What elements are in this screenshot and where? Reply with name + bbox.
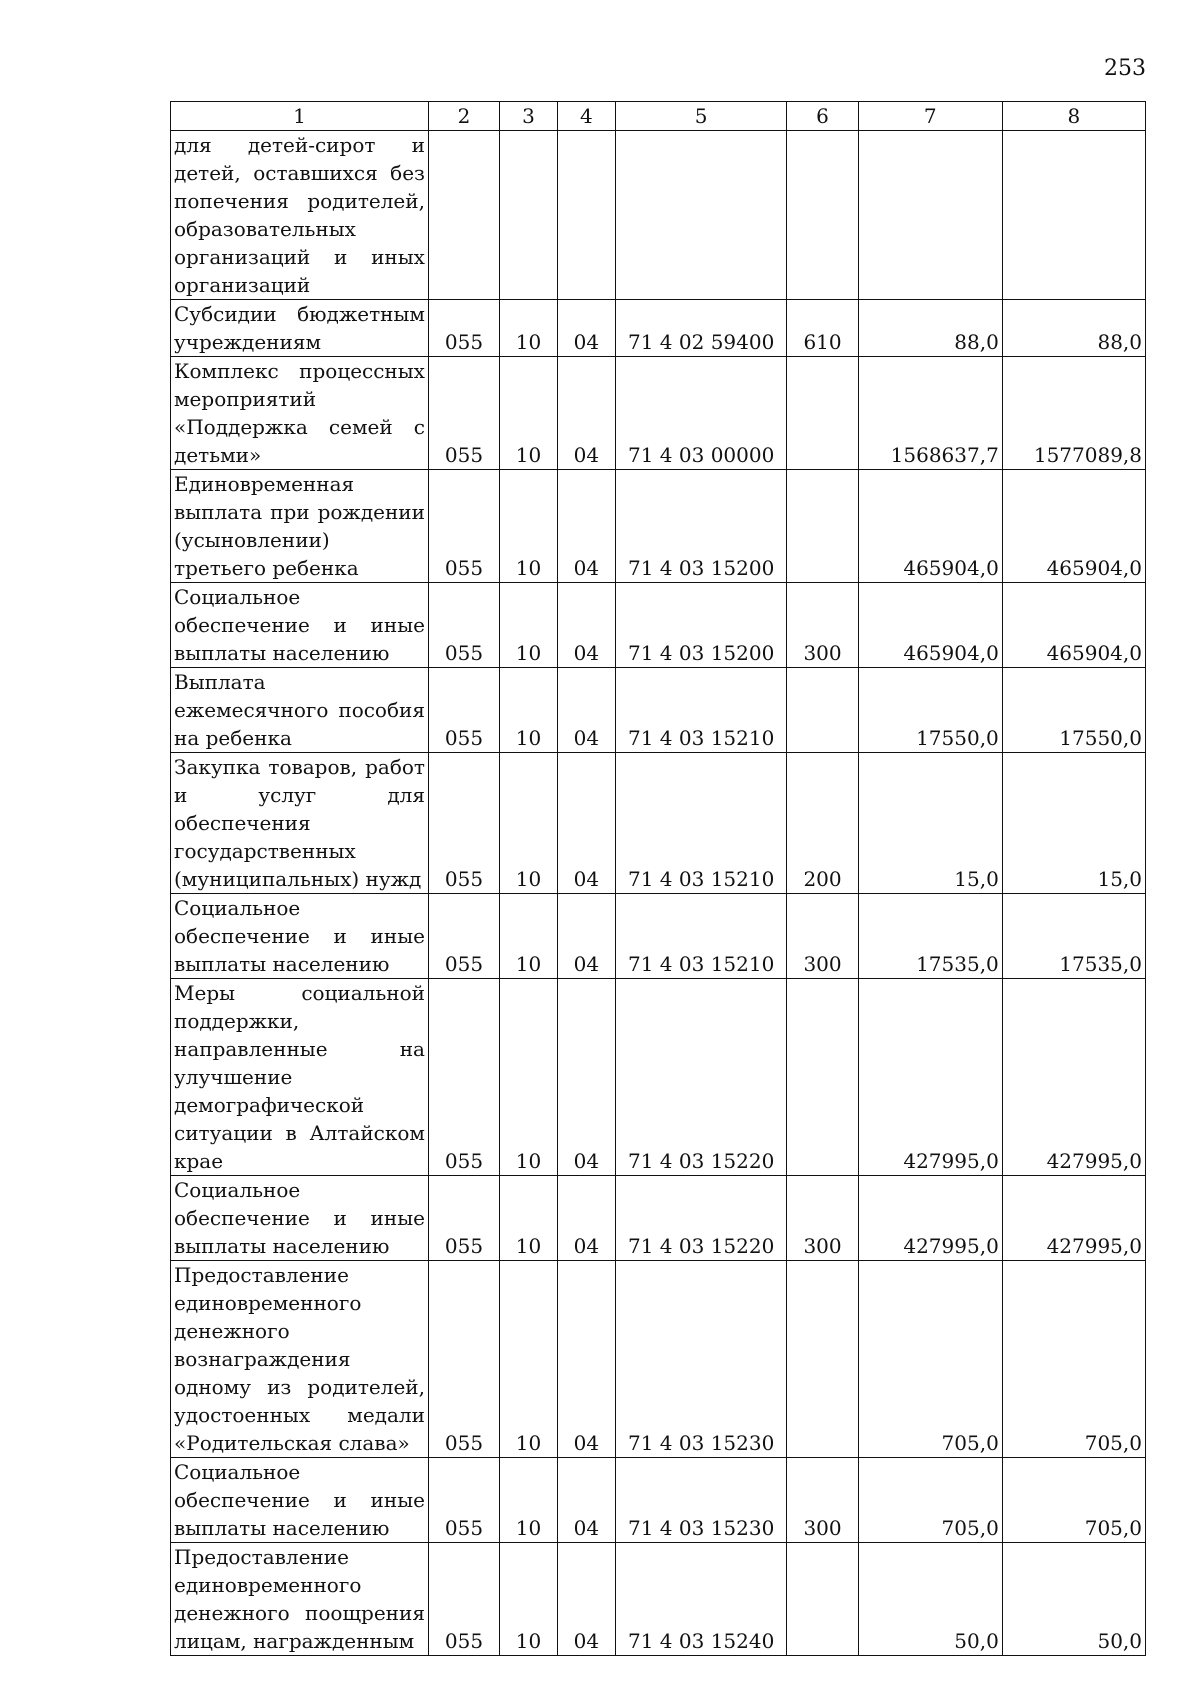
section-cell: 10 bbox=[500, 979, 558, 1176]
item-name-cell: Предоставление единовременного денежного вознаграждения одному из родителей, удостоенных медали «Родительская слава» bbox=[171, 1261, 429, 1458]
amount-col7-cell: 50,0 bbox=[858, 1543, 1002, 1656]
expense-type-cell bbox=[787, 357, 858, 470]
subsection-cell: 04 bbox=[557, 583, 615, 668]
amount-col7-cell: 705,0 bbox=[858, 1261, 1002, 1458]
amount-col7-cell bbox=[858, 131, 1002, 300]
admin-code-cell: 055 bbox=[428, 668, 499, 753]
item-name-cell: Единовременная выплата при рождении (усыновлении) третьего ребенка bbox=[171, 470, 429, 583]
amount-col7-cell: 427995,0 bbox=[858, 979, 1002, 1176]
amount-col8-cell: 465904,0 bbox=[1002, 583, 1145, 668]
table-body bbox=[171, 131, 1146, 1656]
section-cell: 10 bbox=[500, 1458, 558, 1543]
column-header-5: 5 bbox=[615, 102, 787, 131]
column-header-3: 3 bbox=[500, 102, 558, 131]
expense-type-cell bbox=[787, 668, 858, 753]
table-row bbox=[171, 1261, 1146, 1458]
admin-code-cell: 055 bbox=[428, 979, 499, 1176]
target-article-cell: 71 4 02 59400 bbox=[615, 300, 787, 357]
column-header-6: 6 bbox=[787, 102, 858, 131]
expense-type-cell: 300 bbox=[787, 894, 858, 979]
item-name-cell: Выплата ежемесячного пособия на ребенка bbox=[171, 668, 429, 753]
column-header-7: 7 bbox=[858, 102, 1002, 131]
subsection-cell: 04 bbox=[557, 470, 615, 583]
amount-col8-cell: 427995,0 bbox=[1002, 1176, 1145, 1261]
column-header-1: 1 bbox=[171, 102, 429, 131]
budget-table bbox=[170, 101, 1146, 1656]
amount-col7-cell: 465904,0 bbox=[858, 583, 1002, 668]
amount-col7-cell: 465904,0 bbox=[858, 470, 1002, 583]
item-name-cell: Социальное обеспечение и иные выплаты населению bbox=[171, 894, 429, 979]
table-row bbox=[171, 753, 1146, 894]
section-cell: 10 bbox=[500, 1176, 558, 1261]
target-article-cell: 71 4 03 15200 bbox=[615, 583, 787, 668]
subsection-cell bbox=[557, 131, 615, 300]
amount-col8-cell: 15,0 bbox=[1002, 753, 1145, 894]
admin-code-cell: 055 bbox=[428, 1458, 499, 1543]
target-article-cell: 71 4 03 15230 bbox=[615, 1261, 787, 1458]
section-cell: 10 bbox=[500, 300, 558, 357]
item-name-cell: Субсидии бюджетным учреждениям bbox=[171, 300, 429, 357]
expense-type-cell bbox=[787, 131, 858, 300]
admin-code-cell: 055 bbox=[428, 357, 499, 470]
target-article-cell: 71 4 03 15220 bbox=[615, 979, 787, 1176]
admin-code-cell: 055 bbox=[428, 1543, 499, 1656]
amount-col8-cell: 705,0 bbox=[1002, 1458, 1145, 1543]
table-row bbox=[171, 1458, 1146, 1543]
column-header-8: 8 bbox=[1002, 102, 1145, 131]
table-row bbox=[171, 357, 1146, 470]
amount-col7-cell: 17535,0 bbox=[858, 894, 1002, 979]
target-article-cell: 71 4 03 15210 bbox=[615, 753, 787, 894]
amount-col7-cell: 15,0 bbox=[858, 753, 1002, 894]
section-cell: 10 bbox=[500, 668, 558, 753]
item-name-cell: для детей-сирот и детей, оставшихся без попечения родителей, образовательных организаций и иных организаций bbox=[171, 131, 429, 300]
admin-code-cell: 055 bbox=[428, 583, 499, 668]
table-row bbox=[171, 979, 1146, 1176]
section-cell bbox=[500, 131, 558, 300]
admin-code-cell: 055 bbox=[428, 1176, 499, 1261]
table-row bbox=[171, 1543, 1146, 1656]
amount-col8-cell: 17550,0 bbox=[1002, 668, 1145, 753]
amount-col8-cell: 465904,0 bbox=[1002, 470, 1145, 583]
admin-code-cell: 055 bbox=[428, 1261, 499, 1458]
amount-col8-cell: 1577089,8 bbox=[1002, 357, 1145, 470]
table-row bbox=[171, 894, 1146, 979]
table-row bbox=[171, 470, 1146, 583]
amount-col8-cell: 88,0 bbox=[1002, 300, 1145, 357]
table-row bbox=[171, 1176, 1146, 1261]
expense-type-cell bbox=[787, 1261, 858, 1458]
subsection-cell: 04 bbox=[557, 1261, 615, 1458]
section-cell: 10 bbox=[500, 894, 558, 979]
expense-type-cell bbox=[787, 979, 858, 1176]
admin-code-cell: 055 bbox=[428, 470, 499, 583]
subsection-cell: 04 bbox=[557, 1176, 615, 1261]
target-article-cell: 71 4 03 00000 bbox=[615, 357, 787, 470]
subsection-cell: 04 bbox=[557, 1543, 615, 1656]
target-article-cell bbox=[615, 131, 787, 300]
amount-col8-cell: 17535,0 bbox=[1002, 894, 1145, 979]
amount-col7-cell: 427995,0 bbox=[858, 1176, 1002, 1261]
admin-code-cell: 055 bbox=[428, 894, 499, 979]
expense-type-cell: 200 bbox=[787, 753, 858, 894]
expense-type-cell bbox=[787, 1543, 858, 1656]
column-header-2: 2 bbox=[428, 102, 499, 131]
subsection-cell: 04 bbox=[557, 753, 615, 894]
table-row bbox=[171, 131, 1146, 300]
section-cell: 10 bbox=[500, 1543, 558, 1656]
table-row bbox=[171, 300, 1146, 357]
item-name-cell: Предоставление единовременного денежного поощрения лицам, награжденным bbox=[171, 1543, 429, 1656]
subsection-cell: 04 bbox=[557, 979, 615, 1176]
amount-col7-cell: 1568637,7 bbox=[858, 357, 1002, 470]
section-cell: 10 bbox=[500, 753, 558, 894]
admin-code-cell: 055 bbox=[428, 753, 499, 894]
target-article-cell: 71 4 03 15230 bbox=[615, 1458, 787, 1543]
subsection-cell: 04 bbox=[557, 357, 615, 470]
item-name-cell: Меры социальной поддержки, направленные на улучшение демографической ситуации в Алтайском крае bbox=[171, 979, 429, 1176]
expense-type-cell: 610 bbox=[787, 300, 858, 357]
table-row bbox=[171, 668, 1146, 753]
table-row bbox=[171, 583, 1146, 668]
target-article-cell: 71 4 03 15220 bbox=[615, 1176, 787, 1261]
target-article-cell: 71 4 03 15200 bbox=[615, 470, 787, 583]
subsection-cell: 04 bbox=[557, 300, 615, 357]
amount-col7-cell: 17550,0 bbox=[858, 668, 1002, 753]
amount-col7-cell: 705,0 bbox=[858, 1458, 1002, 1543]
expense-type-cell: 300 bbox=[787, 1458, 858, 1543]
column-header-4: 4 bbox=[557, 102, 615, 131]
item-name-cell: Социальное обеспечение и иные выплаты населению bbox=[171, 1458, 429, 1543]
target-article-cell: 71 4 03 15210 bbox=[615, 668, 787, 753]
section-cell: 10 bbox=[500, 1261, 558, 1458]
item-name-cell: Социальное обеспечение и иные выплаты населению bbox=[171, 583, 429, 668]
item-name-cell: Закупка товаров, работ и услуг для обеспечения государственных (муниципальных) нужд bbox=[171, 753, 429, 894]
admin-code-cell bbox=[428, 131, 499, 300]
header-row bbox=[171, 102, 1146, 131]
target-article-cell: 71 4 03 15240 bbox=[615, 1543, 787, 1656]
amount-col8-cell bbox=[1002, 131, 1145, 300]
expense-type-cell: 300 bbox=[787, 583, 858, 668]
amount-col8-cell: 427995,0 bbox=[1002, 979, 1145, 1176]
target-article-cell: 71 4 03 15210 bbox=[615, 894, 787, 979]
section-cell: 10 bbox=[500, 357, 558, 470]
section-cell: 10 bbox=[500, 470, 558, 583]
subsection-cell: 04 bbox=[557, 668, 615, 753]
amount-col8-cell: 705,0 bbox=[1002, 1261, 1145, 1458]
item-name-cell: Комплекс процессных мероприятий «Поддержка семей с детьми» bbox=[171, 357, 429, 470]
expense-type-cell: 300 bbox=[787, 1176, 858, 1261]
amount-col7-cell: 88,0 bbox=[858, 300, 1002, 357]
section-cell: 10 bbox=[500, 583, 558, 668]
expense-type-cell bbox=[787, 470, 858, 583]
page-number: 253 bbox=[1104, 56, 1146, 81]
item-name-cell: Социальное обеспечение и иные выплаты населению bbox=[171, 1176, 429, 1261]
subsection-cell: 04 bbox=[557, 1458, 615, 1543]
subsection-cell: 04 bbox=[557, 894, 615, 979]
admin-code-cell: 055 bbox=[428, 300, 499, 357]
amount-col8-cell: 50,0 bbox=[1002, 1543, 1145, 1656]
